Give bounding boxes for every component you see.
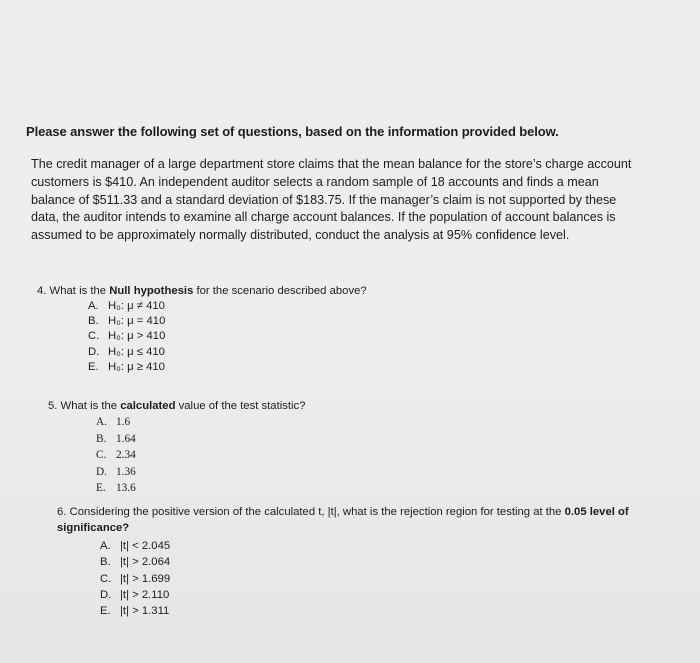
question-6 bbox=[57, 504, 657, 619]
option-b[interactable]: B. 1.64 bbox=[96, 432, 136, 445]
question-5-options bbox=[96, 414, 305, 497]
question-4-options bbox=[88, 299, 367, 375]
option-d[interactable]: D. |t| > 2.110 bbox=[100, 588, 170, 601]
option-c[interactable]: C. H₀: μ > 410 bbox=[88, 330, 166, 343]
option-a[interactable]: A. |t| < 2.045 bbox=[100, 540, 171, 552]
option-b[interactable]: B. H₀: μ = 410 bbox=[88, 315, 166, 328]
paragraph-line: The credit manager of a large department store claims that the mean balance for the store’s charge account bbox=[31, 157, 632, 171]
question-6-stem: 6. Considering the positive version of the calculated t, |t|, what is the rejection region for testing at the 0.05 level of significance? bbox=[57, 506, 629, 534]
option-d[interactable]: D. 1.36 bbox=[96, 465, 136, 478]
question-6-options bbox=[100, 538, 657, 619]
option-d[interactable]: D. H₀: μ ≤ 410 bbox=[88, 345, 165, 358]
instructions-heading: Please answer the following set of questions, based on the information provided below. bbox=[26, 124, 559, 139]
question-4-stem: 4. What is the Null hypothesis for the scenario described above? bbox=[37, 285, 367, 297]
option-a[interactable]: A. 1.6 bbox=[96, 416, 131, 428]
question-5 bbox=[48, 400, 305, 497]
question-4 bbox=[37, 285, 367, 375]
option-c[interactable]: C. 2.34 bbox=[96, 449, 136, 461]
question-5-stem: 5. What is the calculated value of the test statistic? bbox=[48, 400, 306, 412]
option-b[interactable]: B. |t| > 2.064 bbox=[100, 556, 171, 569]
option-e[interactable]: E. 13.6 bbox=[96, 482, 136, 494]
option-c[interactable]: C. |t| > 1.699 bbox=[100, 572, 171, 585]
paragraph-line: customers is $410. An independent auditor selects a random sample of 18 accounts and finds a mean bbox=[31, 174, 599, 189]
scenario-paragraph bbox=[31, 156, 651, 245]
paragraph-line: assumed to be approximately normally distributed, conduct the analysis at 95% confidence level. bbox=[31, 228, 570, 243]
paragraph-line: balance of $511.33 and a standard deviation of $183.75. If the manager’s claim is not supported by these bbox=[31, 192, 617, 207]
paragraph-line: data, the auditor intends to examine all charge account balances. If the population of account balances is bbox=[31, 210, 616, 225]
option-e[interactable]: E. |t| > 1.311 bbox=[100, 605, 170, 618]
option-e[interactable]: E. H₀: μ ≥ 410 bbox=[88, 360, 165, 373]
option-a[interactable]: A. H₀: μ ≠ 410 bbox=[88, 300, 165, 312]
